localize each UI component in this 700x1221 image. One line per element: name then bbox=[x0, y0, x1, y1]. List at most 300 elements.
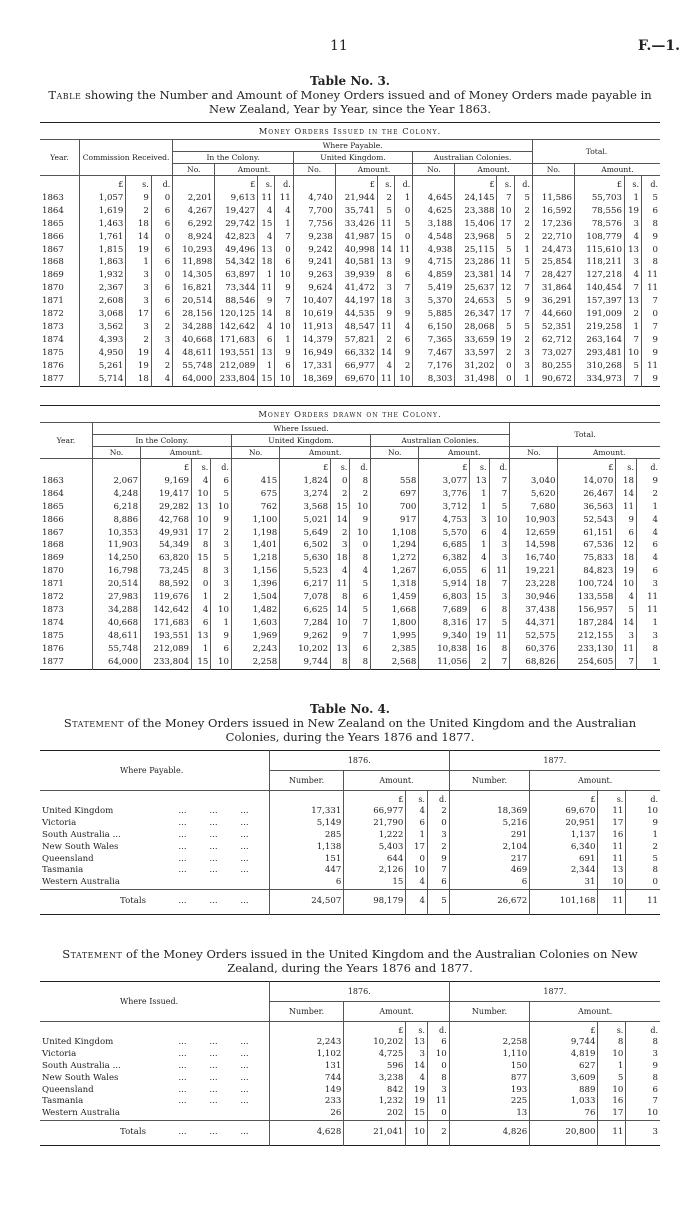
table-cell: 14 bbox=[377, 244, 394, 257]
table-cell: 67,536 bbox=[558, 539, 616, 552]
table-cell: 11,913 bbox=[293, 321, 335, 334]
table-cell: 4 bbox=[470, 552, 489, 565]
table-cell: South Australia ... bbox=[42, 1060, 121, 1071]
table-row bbox=[40, 552, 660, 565]
table-cell: 5,149 bbox=[269, 818, 343, 830]
statement-issued-nz-table bbox=[40, 750, 660, 915]
table-cell: 1 bbox=[626, 830, 660, 842]
table-cell: 9,262 bbox=[280, 630, 331, 643]
table-cell: £ bbox=[419, 459, 470, 475]
table-cell: s. bbox=[258, 176, 275, 192]
header-year: Year. bbox=[40, 140, 79, 176]
table-cell: 1 bbox=[514, 373, 532, 386]
table-cell: 10 bbox=[406, 1121, 428, 1146]
table-cell: 3,568 bbox=[280, 501, 331, 514]
table-cell: 9,238 bbox=[293, 231, 335, 244]
table-cell: 1 bbox=[636, 656, 660, 669]
table-cell: Totals bbox=[40, 1121, 176, 1146]
table-cell: 4,628 bbox=[269, 1121, 343, 1146]
table-cell: 10 bbox=[331, 617, 350, 630]
table-cell: 15 bbox=[258, 373, 275, 386]
empty-cell bbox=[449, 1022, 530, 1037]
table-cell: 5,021 bbox=[280, 514, 331, 527]
table-cell: 3,712 bbox=[419, 501, 470, 514]
table-cell: 917 bbox=[371, 514, 419, 527]
table-cell: 8 bbox=[626, 1037, 660, 1049]
table-cell: 13 bbox=[624, 244, 641, 257]
header-where-payable: Where Payable. bbox=[173, 140, 533, 152]
table-cell: 8 bbox=[331, 591, 350, 604]
table-cell: s. bbox=[406, 791, 428, 806]
table-cell: 18 bbox=[126, 373, 151, 386]
table-cell: 1 bbox=[192, 591, 211, 604]
table-cell: 9 bbox=[275, 282, 293, 295]
header-amount: Amount. bbox=[344, 1002, 449, 1022]
table-cell: 1,995 bbox=[371, 630, 419, 643]
table-cell: 3 bbox=[489, 552, 510, 565]
table-cell: 5 bbox=[514, 256, 532, 269]
table-cell: 5 bbox=[497, 231, 514, 244]
page-header bbox=[0, 38, 700, 58]
table-cell: 291 bbox=[449, 830, 530, 842]
table-cell: d. bbox=[275, 176, 293, 192]
table-cell: 3,562 bbox=[79, 321, 125, 334]
table-cell: 5,403 bbox=[344, 842, 406, 854]
table-cell: 19 bbox=[126, 244, 151, 257]
table-cell: ... bbox=[209, 1036, 218, 1047]
table-cell: 10,202 bbox=[344, 1037, 406, 1049]
table-cell: 2 bbox=[427, 806, 449, 818]
table-cell: 5,523 bbox=[280, 565, 331, 578]
table-cell: 6 bbox=[470, 527, 489, 540]
table-row bbox=[40, 630, 660, 643]
table-row bbox=[40, 1108, 660, 1120]
table-cell: 10 bbox=[598, 877, 626, 889]
table-cell: d. bbox=[514, 176, 532, 192]
table-cell: 6,055 bbox=[419, 565, 470, 578]
table-cell: 78,556 bbox=[574, 205, 624, 218]
table-cell: 889 bbox=[530, 1085, 598, 1097]
table-cell: 31,864 bbox=[532, 282, 574, 295]
table-row bbox=[40, 539, 660, 552]
header-aus: Australian Colonies. bbox=[413, 152, 533, 164]
table-cell: 10 bbox=[616, 578, 637, 591]
table-cell: 11 bbox=[377, 373, 394, 386]
table-cell: 9,613 bbox=[215, 192, 258, 205]
table-cell: 66,977 bbox=[344, 806, 406, 818]
table-cell: 3 bbox=[331, 539, 350, 552]
header-where-issued: Where Issued. bbox=[92, 423, 509, 435]
table-cell: 11 bbox=[636, 604, 660, 617]
empty-cell bbox=[510, 459, 558, 475]
table-cell: 20,951 bbox=[530, 818, 598, 830]
table-cell: ... bbox=[209, 1060, 218, 1071]
table-cell: ... bbox=[240, 841, 249, 852]
table-cell: 17 bbox=[470, 617, 489, 630]
table-cell: 36,563 bbox=[558, 501, 616, 514]
table-cell: 7 bbox=[497, 192, 514, 205]
table-cell: 2 bbox=[427, 842, 449, 854]
table-cell: 4,819 bbox=[530, 1049, 598, 1061]
table-cell: 1,110 bbox=[449, 1049, 530, 1061]
table-cell: 8,924 bbox=[173, 231, 215, 244]
table-cell: 10 bbox=[598, 1085, 626, 1097]
table-cell: 4,625 bbox=[413, 205, 455, 218]
table-cell: 7 bbox=[514, 269, 532, 282]
table-cell: 13 bbox=[192, 501, 211, 514]
table-cell: 1,824 bbox=[280, 475, 331, 488]
table-cell: ... bbox=[176, 890, 207, 915]
empty-cell bbox=[40, 791, 176, 806]
table-cell: 24,507 bbox=[269, 890, 343, 915]
table-cell: ... bbox=[178, 841, 187, 852]
table-cell: 1 bbox=[514, 244, 532, 257]
table-cell: 233 bbox=[269, 1096, 343, 1108]
table-cell: 2 bbox=[497, 347, 514, 360]
table-cell: 1,232 bbox=[344, 1096, 406, 1108]
table-cell: 88,592 bbox=[141, 578, 192, 591]
table-cell: 10,619 bbox=[293, 308, 335, 321]
table-cell: ... bbox=[240, 1036, 249, 1047]
empty-cell bbox=[92, 459, 140, 475]
table-cell: ... bbox=[209, 853, 218, 864]
table-cell: 2,385 bbox=[371, 643, 419, 656]
table-cell: 76 bbox=[530, 1108, 598, 1120]
table-row bbox=[40, 218, 660, 231]
table-cell: 26,467 bbox=[558, 488, 616, 501]
table-cell: 3 bbox=[427, 1085, 449, 1097]
table-cell: 3,776 bbox=[419, 488, 470, 501]
table-cell: 9 bbox=[350, 514, 371, 527]
table-cell: 80,255 bbox=[532, 360, 574, 373]
table-cell: 35,741 bbox=[335, 205, 377, 218]
table-cell: 1,033 bbox=[530, 1096, 598, 1108]
table-cell: d. bbox=[394, 176, 412, 192]
table-cell: 4 bbox=[406, 1073, 428, 1085]
table-cell: £ bbox=[344, 791, 406, 806]
table-cell: 140,454 bbox=[574, 282, 624, 295]
table-cell: 1,137 bbox=[530, 830, 598, 842]
table-cell: 2 bbox=[331, 527, 350, 540]
table-cell: 11 bbox=[598, 1121, 626, 1146]
table-cell: 20,800 bbox=[530, 1121, 598, 1146]
table-cell: ... bbox=[209, 841, 218, 852]
empty-cell bbox=[40, 459, 92, 475]
table-cell: 4 bbox=[331, 565, 350, 578]
table-cell: 37,438 bbox=[510, 604, 558, 617]
table-cell: 6,218 bbox=[92, 501, 140, 514]
table-cell: 11 bbox=[377, 218, 394, 231]
table-cell: 9,241 bbox=[293, 256, 335, 269]
table-cell: 5,570 bbox=[419, 527, 470, 540]
table-cell: 6 bbox=[427, 1037, 449, 1049]
table-cell: 14 bbox=[616, 488, 637, 501]
table-cell bbox=[238, 1108, 269, 1120]
table-cell: 69,670 bbox=[335, 373, 377, 386]
table-cell: 644 bbox=[344, 854, 406, 866]
table-cell: 0 bbox=[406, 854, 428, 866]
table-cell: 10 bbox=[192, 514, 211, 527]
table-cell: 31 bbox=[530, 877, 598, 889]
table-cell: 3 bbox=[126, 321, 151, 334]
table-row bbox=[40, 282, 660, 295]
table-cell: 39,939 bbox=[335, 269, 377, 282]
table-cell: 285 bbox=[269, 830, 343, 842]
table-cell: 5,370 bbox=[413, 295, 455, 308]
table-cell: 191,009 bbox=[574, 308, 624, 321]
table-cell: 212,089 bbox=[215, 360, 258, 373]
table-cell: 447 bbox=[269, 865, 343, 877]
table-cell: 100,724 bbox=[558, 578, 616, 591]
table-cell: 90,672 bbox=[532, 373, 574, 386]
table-cell: 10 bbox=[350, 501, 371, 514]
table-cell: 10 bbox=[275, 269, 293, 282]
table-cell: £ bbox=[530, 1022, 598, 1037]
table-cell: 1,057 bbox=[79, 192, 125, 205]
table-cell: 2 bbox=[514, 205, 532, 218]
table-cell: 1,318 bbox=[371, 578, 419, 591]
header-aus: Australian Colonies. bbox=[371, 435, 510, 447]
table-cell: 6 bbox=[470, 565, 489, 578]
table-cell: 1,198 bbox=[231, 527, 279, 540]
table-cell: 11,586 bbox=[532, 192, 574, 205]
table-cell: 212,155 bbox=[558, 630, 616, 643]
table-cell: 6 bbox=[636, 565, 660, 578]
table-cell: 6 bbox=[636, 539, 660, 552]
table-cell: 0 bbox=[626, 877, 660, 889]
table-cell: ... bbox=[240, 865, 249, 876]
table-cell: 5 bbox=[626, 854, 660, 866]
table-cell: 0 bbox=[151, 269, 172, 282]
table-cell: 3 bbox=[636, 630, 660, 643]
table-cell: ... bbox=[209, 865, 218, 876]
table-cell: 63,897 bbox=[215, 269, 258, 282]
table-cell: 52,351 bbox=[532, 321, 574, 334]
table-cell: 1 bbox=[126, 256, 151, 269]
table-cell: 23,968 bbox=[455, 231, 497, 244]
table-cell: 34,288 bbox=[92, 604, 140, 617]
table4-title: Table No. 4. bbox=[310, 702, 390, 716]
table-cell: 6 bbox=[269, 877, 343, 889]
table-cell: 5 bbox=[616, 604, 637, 617]
table-cell: ... bbox=[209, 1048, 218, 1059]
table-cell: 61,151 bbox=[558, 527, 616, 540]
table-cell: 9 bbox=[394, 256, 412, 269]
table-cell: 17,331 bbox=[293, 360, 335, 373]
header-in-colony: In the Colony. bbox=[92, 435, 231, 447]
empty-cell bbox=[413, 176, 455, 192]
table-cell: 6,685 bbox=[419, 539, 470, 552]
table-cell: 1,100 bbox=[231, 514, 279, 527]
table-cell: 9 bbox=[642, 231, 661, 244]
table-cell: 4,859 bbox=[413, 269, 455, 282]
table-cell: 14 bbox=[377, 347, 394, 360]
table-cell: 6 bbox=[275, 360, 293, 373]
table-cell: 7 bbox=[642, 295, 661, 308]
table-row bbox=[40, 578, 660, 591]
table-cell: 21,944 bbox=[335, 192, 377, 205]
table-cell: 13 bbox=[449, 1108, 530, 1120]
table-cell: 8 bbox=[642, 218, 661, 231]
table-cell: 68,826 bbox=[510, 656, 558, 669]
table-cell: 6,217 bbox=[280, 578, 331, 591]
table-cell: s. bbox=[497, 176, 514, 192]
table-cell: 5 bbox=[211, 552, 232, 565]
table-cell: 127,218 bbox=[574, 269, 624, 282]
table-cell: 14 bbox=[616, 617, 637, 630]
table-row bbox=[40, 877, 660, 889]
table-cell: 9 bbox=[211, 630, 232, 643]
table-cell: 3 bbox=[636, 578, 660, 591]
table-cell: 5,714 bbox=[79, 373, 125, 386]
table-cell: 16,949 bbox=[293, 347, 335, 360]
table-cell: 12 bbox=[497, 282, 514, 295]
empty-cell bbox=[371, 459, 419, 475]
table-cell: 14 bbox=[258, 308, 275, 321]
table-cell: 26,672 bbox=[449, 890, 530, 915]
table-cell: 28,156 bbox=[173, 308, 215, 321]
table-cell: 2 bbox=[394, 360, 412, 373]
table-cell: 1,222 bbox=[344, 830, 406, 842]
empty-cell bbox=[532, 176, 574, 192]
header-in-colony: In the Colony. bbox=[173, 152, 293, 164]
table-cell: 6 bbox=[151, 205, 172, 218]
table-cell: 11 bbox=[331, 578, 350, 591]
table-cell: 0 bbox=[192, 578, 211, 591]
table-cell bbox=[207, 877, 238, 889]
table-row bbox=[40, 321, 660, 334]
table-cell: 5,261 bbox=[79, 360, 125, 373]
table-row bbox=[40, 244, 660, 257]
table-cell: 7,365 bbox=[413, 334, 455, 347]
table-cell: 108,779 bbox=[574, 231, 624, 244]
header-where-payable: Where Payable. bbox=[40, 751, 269, 791]
table-cell: 7 bbox=[489, 578, 510, 591]
table-cell: 11 bbox=[258, 192, 275, 205]
table-cell: 9,340 bbox=[419, 630, 470, 643]
table-cell: 19 bbox=[126, 360, 151, 373]
table-cell: 7 bbox=[275, 295, 293, 308]
table-cell: 6 bbox=[151, 295, 172, 308]
table-cell: 217 bbox=[449, 854, 530, 866]
table-cell: 2 bbox=[331, 488, 350, 501]
table-cell: ... bbox=[176, 1121, 207, 1146]
table-cell: 11 bbox=[598, 854, 626, 866]
table-cell: £ bbox=[215, 176, 258, 192]
table-cell: 5 bbox=[514, 321, 532, 334]
table-cell: 8 bbox=[350, 656, 371, 669]
table-cell: 15 bbox=[377, 231, 394, 244]
table-cell: 10,202 bbox=[280, 643, 331, 656]
table-cell: s. bbox=[598, 1022, 626, 1037]
table-cell: 0 bbox=[642, 244, 661, 257]
table-cell: 171,683 bbox=[141, 617, 192, 630]
totals-row bbox=[40, 1121, 660, 1146]
table-cell: 10 bbox=[211, 656, 232, 669]
table-cell bbox=[176, 877, 207, 889]
table-cell: 3,068 bbox=[79, 308, 125, 321]
table-cell: 3 bbox=[626, 1049, 660, 1061]
table-cell: s. bbox=[598, 791, 626, 806]
table-cell: 13 bbox=[258, 347, 275, 360]
table-cell: 14 bbox=[406, 1061, 428, 1073]
table-cell: 66,977 bbox=[335, 360, 377, 373]
table-cell: 9 bbox=[275, 347, 293, 360]
table-cell: 9 bbox=[642, 373, 661, 386]
table-cell: 2 bbox=[126, 205, 151, 218]
table-cell: s. bbox=[616, 459, 637, 475]
table-cell: ... bbox=[178, 1084, 187, 1095]
table-cell: 1868 bbox=[42, 540, 64, 551]
table-cell: 88,546 bbox=[215, 295, 258, 308]
table-cell: £ bbox=[344, 1022, 406, 1037]
issued-caption: Money Orders Issued in the Colony. bbox=[40, 123, 660, 140]
table-cell: 3 bbox=[489, 539, 510, 552]
table-cell: 10,903 bbox=[510, 514, 558, 527]
table-cell: £ bbox=[335, 176, 377, 192]
table-cell: 9 bbox=[636, 475, 660, 488]
table-cell: 842 bbox=[344, 1085, 406, 1097]
table-row bbox=[40, 591, 660, 604]
table-cell: 8 bbox=[427, 1073, 449, 1085]
table-cell: 3 bbox=[626, 1121, 660, 1146]
table-cell: 1877 bbox=[42, 373, 64, 384]
table-cell: 4 bbox=[489, 527, 510, 540]
table3-description bbox=[40, 88, 660, 116]
table-cell: 7,467 bbox=[413, 347, 455, 360]
table-row bbox=[40, 1037, 660, 1049]
table-cell: 64,000 bbox=[173, 373, 215, 386]
table-cell: 28,068 bbox=[455, 321, 497, 334]
table-cell: 0 bbox=[394, 205, 412, 218]
table-cell: 3 bbox=[489, 591, 510, 604]
header-total: Total. bbox=[510, 423, 660, 447]
drawn-table-body bbox=[40, 459, 660, 670]
table-cell: 4 bbox=[636, 527, 660, 540]
table-cell: Western Australia bbox=[42, 877, 120, 888]
table-cell: 17 bbox=[598, 818, 626, 830]
table-cell: 0 bbox=[331, 475, 350, 488]
table-cell: 11 bbox=[275, 192, 293, 205]
table-cell: 4 bbox=[636, 514, 660, 527]
table-cell: 34,288 bbox=[173, 321, 215, 334]
table-cell: 6,502 bbox=[280, 539, 331, 552]
table-cell: 3 bbox=[624, 218, 641, 231]
table-cell: 44,371 bbox=[510, 617, 558, 630]
table-cell: £ bbox=[280, 459, 331, 475]
table-cell: 25,115 bbox=[455, 244, 497, 257]
table-cell: 10 bbox=[211, 604, 232, 617]
table-cell: 9 bbox=[211, 514, 232, 527]
table-cell: 6 bbox=[151, 282, 172, 295]
table-cell: 44,197 bbox=[335, 295, 377, 308]
table-cell: 171,683 bbox=[215, 334, 258, 347]
table-cell: 5 bbox=[377, 205, 394, 218]
header-no: No. bbox=[173, 164, 215, 176]
table-cell: 5 bbox=[598, 1073, 626, 1085]
table-row bbox=[40, 656, 660, 669]
page-number: 11 bbox=[330, 38, 348, 54]
table-cell: 6 bbox=[350, 643, 371, 656]
table-cell: ... bbox=[240, 805, 249, 816]
table-cell: 2 bbox=[377, 192, 394, 205]
table-cell: 13 bbox=[192, 630, 211, 643]
table-cell: 2 bbox=[151, 360, 172, 373]
table-cell: 596 bbox=[344, 1061, 406, 1073]
table-cell: 101,168 bbox=[530, 890, 598, 915]
header-no: No. bbox=[510, 447, 558, 459]
table-cell: 1,761 bbox=[79, 231, 125, 244]
